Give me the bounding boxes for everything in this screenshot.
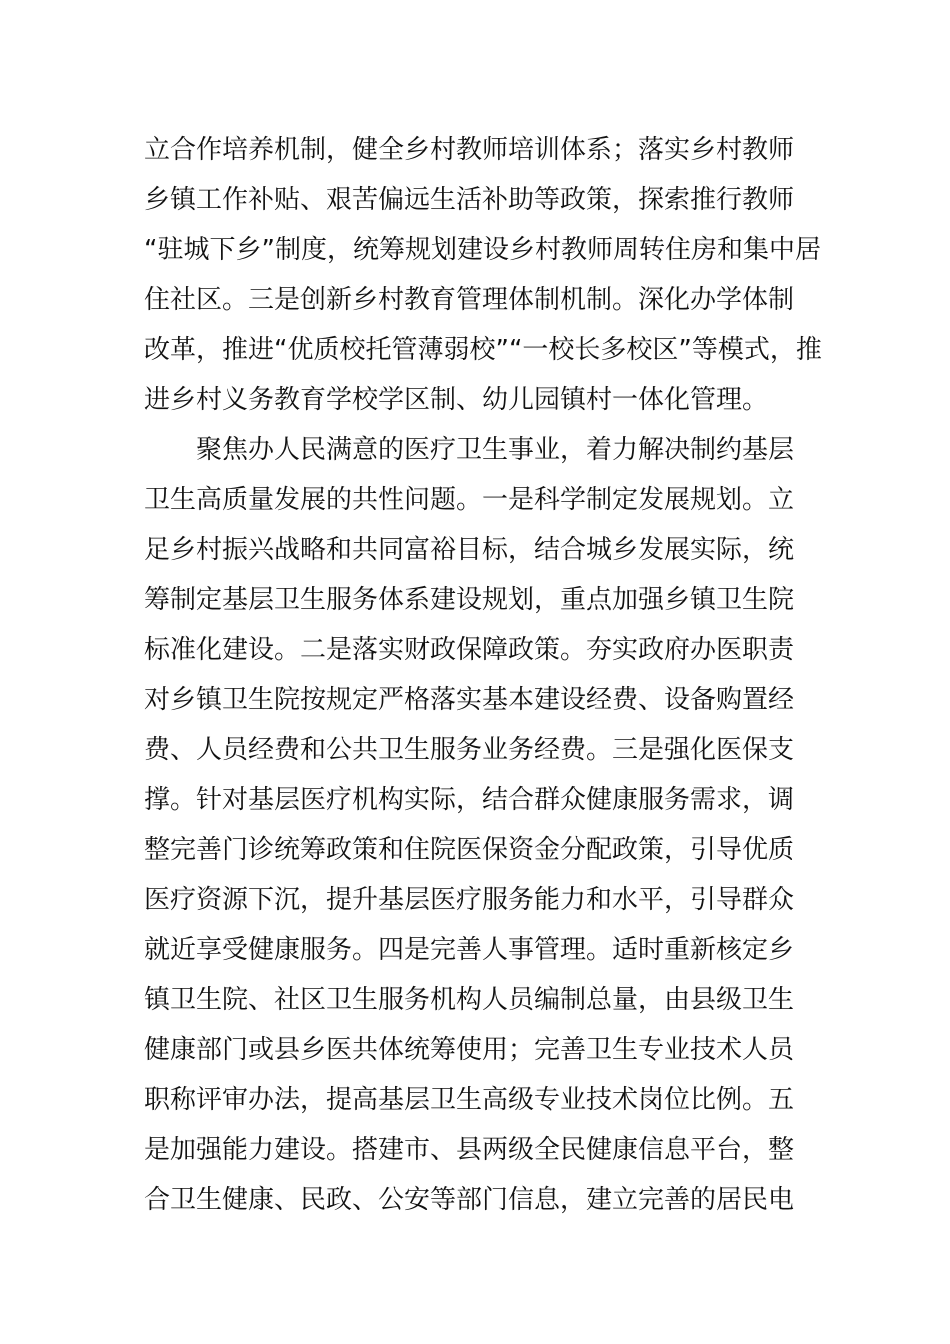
paragraph-first-line: 聚焦办人民满意的医疗卫生事业，着力解决制约基层 [196, 435, 795, 465]
text-line: 健康部门或县乡医共体统筹使用；完善卫生专业技术人员 [144, 1035, 795, 1065]
text-line: 改革，推进“优质校托管薄弱校”“一校长多校区”等模式，推 [144, 335, 822, 365]
text-line: 撑。针对基层医疗机构实际，结合群众健康服务需求，调 [144, 785, 795, 815]
text-line: 对乡镇卫生院按规定严格落实基本建设经费、设备购置经 [144, 685, 795, 715]
text-line: 筹制定基层卫生服务体系建设规划，重点加强乡镇卫生院 [144, 585, 795, 615]
text-line: 职称评审办法，提高基层卫生高级专业技术岗位比例。五 [144, 1085, 795, 1115]
text-line: “驻城下乡”制度，统筹规划建设乡村教师周转住房和集中居 [144, 235, 821, 265]
text-line: 就近享受健康服务。四是完善人事管理。适时重新核定乡 [144, 935, 795, 965]
text-line: 标准化建设。二是落实财政保障政策。夯实政府办医职责 [144, 635, 795, 665]
text-line: 卫生高质量发展的共性问题。一是科学制定发展规划。立 [144, 485, 795, 515]
text-line: 镇卫生院、社区卫生服务机构人员编制总量，由县级卫生 [144, 985, 795, 1015]
text-line: 足乡村振兴战略和共同富裕目标，结合城乡发展实际，统 [144, 535, 795, 565]
text-line: 乡镇工作补贴、艰苦偏远生活补助等政策，探索推行教师 [144, 185, 795, 215]
text-line: 立合作培养机制，健全乡村教师培训体系；落实乡村教师 [144, 135, 795, 165]
text-line: 住社区。三是创新乡村教育管理体制机制。深化办学体制 [144, 285, 795, 315]
text-line: 进乡村义务教育学校学区制、幼儿园镇村一体化管理。 [144, 385, 769, 415]
text-line: 合卫生健康、民政、公安等部门信息，建立完善的居民电 [144, 1185, 795, 1215]
text-line: 整完善门诊统筹政策和住院医保资金分配政策，引导优质 [144, 835, 795, 865]
text-line: 医疗资源下沉，提升基层医疗服务能力和水平，引导群众 [144, 885, 795, 915]
text-line: 费、人员经费和公共卫生服务业务经费。三是强化医保支 [144, 735, 795, 765]
text-line: 是加强能力建设。搭建市、县两级全民健康信息平台，整 [144, 1135, 795, 1165]
body-text [144, 125, 822, 1225]
